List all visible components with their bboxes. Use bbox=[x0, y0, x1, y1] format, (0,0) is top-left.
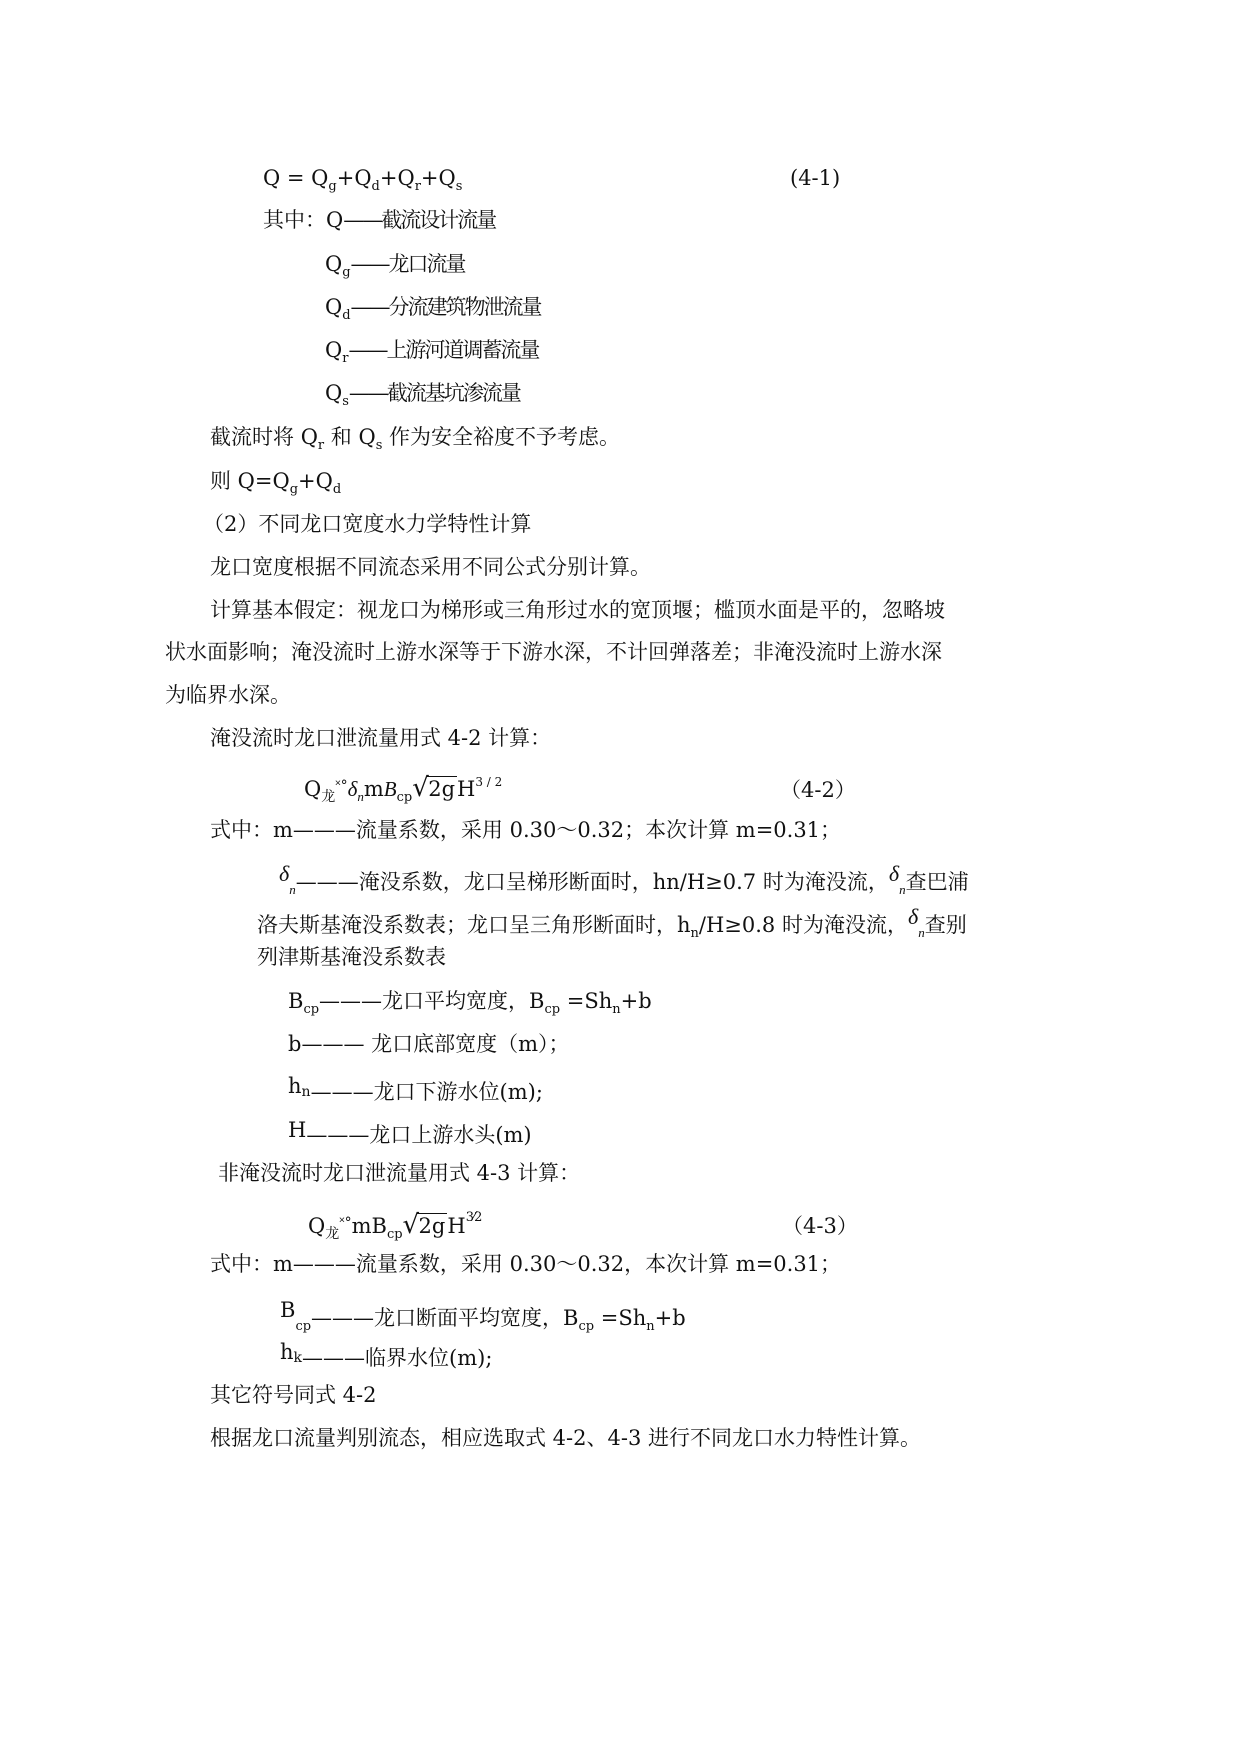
def-qr bbox=[325, 336, 538, 364]
eq-qr: Q bbox=[397, 166, 415, 190]
paragraph-other-symbols: 其它符号同式 4-2 bbox=[210, 1383, 377, 1407]
paragraph-then bbox=[210, 467, 341, 495]
sym-b: B bbox=[383, 777, 397, 801]
sym-b: B bbox=[371, 1214, 387, 1238]
where-intro: 其中： bbox=[263, 208, 326, 232]
def-text: ——截流设计流量 bbox=[343, 208, 496, 232]
approx-glyph: ˟° bbox=[335, 778, 348, 794]
sym-b: B bbox=[280, 1298, 296, 1322]
sub-d: d bbox=[332, 482, 342, 497]
sub-k: k bbox=[293, 1350, 303, 1366]
plus-sign: + bbox=[379, 166, 398, 190]
sym-b: B bbox=[288, 989, 304, 1013]
sym-q: Q bbox=[325, 295, 343, 319]
sub-g: g bbox=[342, 265, 351, 280]
sym-q: Q bbox=[325, 381, 343, 405]
equation-4-1 bbox=[263, 164, 462, 192]
text: 则 Q=Q bbox=[210, 469, 290, 493]
sym-q: Q bbox=[358, 425, 376, 449]
text: 洛夫斯基淹没系数表；龙口呈三角形断面时，h bbox=[257, 913, 691, 937]
paragraph-assume-2: 状水面影响；淹没流时上游水深等于下游水深，不计回弹落差；非淹没流时上游水深 bbox=[165, 640, 942, 664]
text: /H≥0.8 时为淹没流， bbox=[698, 913, 908, 937]
delta-symbol: δ bbox=[347, 777, 358, 801]
text: 作为安全裕度不予考虑。 bbox=[382, 425, 621, 449]
sub-n: n bbox=[899, 882, 906, 897]
eq-q: Q bbox=[308, 1214, 326, 1238]
eq-q: Q bbox=[263, 166, 281, 190]
sym-h: H bbox=[288, 1118, 307, 1142]
eq-qg: Q bbox=[311, 166, 329, 190]
sub-cp: cp bbox=[396, 790, 413, 805]
def-hn bbox=[288, 1072, 543, 1106]
sub-n: n bbox=[646, 1319, 655, 1334]
text: =Sh bbox=[594, 1306, 647, 1330]
sub-s: s bbox=[455, 179, 463, 194]
section-heading: （2）不同龙口宽度水力学特性计算 bbox=[203, 512, 532, 536]
sub-cp: cp bbox=[303, 1002, 320, 1017]
sub-r: r bbox=[342, 351, 349, 366]
def-delta-line-2 bbox=[257, 903, 967, 939]
sub-n: n bbox=[612, 1002, 621, 1017]
sym-h: h bbox=[280, 1340, 294, 1364]
paragraph-width: 龙口宽度根据不同流态采用不同公式分别计算。 bbox=[210, 555, 651, 579]
radical-sign: √ bbox=[412, 773, 429, 803]
def-text: ——截流基坑渗流量 bbox=[348, 381, 520, 405]
text: ———龙口上游水头(m) bbox=[306, 1123, 532, 1147]
text: 查巴浦 bbox=[905, 870, 969, 894]
sym-q: Q bbox=[326, 208, 344, 232]
delta-symbol: δ bbox=[907, 904, 919, 929]
plus-sign: + bbox=[420, 166, 439, 190]
def-bcp bbox=[288, 987, 652, 1015]
text: =Sh bbox=[560, 989, 613, 1013]
text: 查别 bbox=[924, 913, 967, 937]
sub-cp: cp bbox=[578, 1319, 595, 1334]
equation-4-2 bbox=[304, 772, 502, 803]
text: 和 bbox=[324, 425, 359, 449]
sqrt-arg: 2g bbox=[428, 777, 456, 801]
def-qd bbox=[325, 293, 541, 321]
sub-g: g bbox=[289, 482, 299, 497]
equation-label-4-1: (4-1) bbox=[790, 166, 841, 190]
sub-long: 龙 bbox=[325, 1226, 340, 1242]
sub-s: s bbox=[342, 394, 349, 409]
delta-symbol: δ bbox=[279, 861, 290, 886]
text: m———流量系数，采用 0.30～0.32，本次计算 m=0.31； bbox=[273, 1252, 842, 1276]
sub-cp: cp bbox=[544, 1002, 561, 1017]
text: m———流量系数，采用 0.30～0.32；本次计算 m=0.31； bbox=[273, 818, 842, 842]
sqrt-arg: 2g bbox=[418, 1214, 446, 1238]
def-text: ——上游河道调蓄流量 bbox=[348, 338, 539, 362]
sym-q: Q bbox=[325, 338, 343, 362]
text: 式中： bbox=[210, 818, 273, 842]
paragraph-eq42-intro: 淹没流时龙口泄流量用式 4-2 计算： bbox=[210, 726, 552, 750]
equation-4-3 bbox=[308, 1204, 481, 1240]
sub-r: r bbox=[414, 179, 421, 194]
sub-r: r bbox=[317, 438, 325, 453]
sub-d: d bbox=[342, 308, 351, 323]
eq-sign: = bbox=[280, 166, 312, 190]
sym-m: m bbox=[351, 1214, 372, 1238]
paragraph-conclusion: 根据龙口流量判别流态，相应选取式 4-2、4-3 进行不同龙口水力特性计算。 bbox=[210, 1426, 921, 1450]
text: ———临界水位(m); bbox=[302, 1346, 493, 1370]
sym-q: Q bbox=[325, 252, 343, 276]
eq-qd: Q bbox=[354, 166, 372, 190]
def-qg bbox=[325, 250, 465, 278]
text: 式中： bbox=[210, 1252, 273, 1276]
sub-n: n bbox=[357, 789, 364, 804]
exponent: 3 / 2 bbox=[475, 775, 503, 789]
def-q bbox=[263, 206, 495, 234]
sub-n: n bbox=[690, 926, 699, 941]
def-text: ——龙口流量 bbox=[350, 252, 465, 276]
text: ———龙口断面平均宽度，B bbox=[311, 1306, 579, 1330]
def-m-43 bbox=[210, 1250, 841, 1278]
text: 截流时将 bbox=[210, 425, 301, 449]
eq-q: Q bbox=[304, 777, 322, 801]
paragraph-safety bbox=[210, 423, 620, 451]
text: +b bbox=[620, 989, 652, 1013]
sub-d: d bbox=[371, 179, 380, 194]
plus-sign: + bbox=[298, 469, 316, 493]
sym-m: m bbox=[363, 777, 384, 801]
exponent: 3⁄2 bbox=[465, 1210, 482, 1225]
def-H bbox=[288, 1116, 532, 1149]
sym-q: Q bbox=[315, 469, 333, 493]
sym-h: h bbox=[288, 1074, 302, 1098]
equation-label-4-2: （4-2） bbox=[780, 778, 856, 802]
eq-qs: Q bbox=[438, 166, 456, 190]
def-text: ——分流建筑物泄流量 bbox=[350, 295, 541, 319]
sub-n: n bbox=[289, 882, 296, 897]
text: ———龙口下游水位(m); bbox=[310, 1080, 543, 1104]
text: ———淹没系数，龙口呈梯形断面时，hn/H≥0.7 时为淹没流， bbox=[295, 870, 889, 894]
paragraph-assume-3: 为临界水深。 bbox=[165, 683, 291, 707]
sub-n: n bbox=[918, 925, 925, 940]
def-hk bbox=[280, 1338, 492, 1372]
paragraph-assume-1: 计算基本假定：视龙口为梯形或三角形过水的宽顶堰；槛顶水面是平的，忽略坡 bbox=[210, 598, 945, 622]
sym-h: H bbox=[447, 1214, 466, 1238]
sym-q: Q bbox=[300, 425, 318, 449]
text: +b bbox=[654, 1306, 686, 1330]
sub-n: n bbox=[301, 1084, 311, 1100]
plus-sign: + bbox=[336, 166, 355, 190]
def-bcp-43 bbox=[280, 1296, 686, 1332]
sqrt-2g bbox=[403, 1212, 448, 1240]
approx-glyph: ˟° bbox=[339, 1215, 352, 1231]
paragraph-eq43-intro: 非淹没流时龙口泄流量用式 4-3 计算： bbox=[218, 1161, 581, 1185]
sub-g: g bbox=[328, 179, 337, 194]
sub-long: 龙 bbox=[321, 789, 336, 805]
def-b: b——— 龙口底部宽度（m）； bbox=[288, 1032, 570, 1056]
def-m-42 bbox=[210, 816, 841, 844]
text: ———龙口平均宽度，B bbox=[319, 989, 545, 1013]
equation-label-4-3: （4-3） bbox=[782, 1214, 858, 1238]
sqrt-2g bbox=[412, 775, 457, 803]
sub-cp: cp bbox=[295, 1319, 312, 1334]
delta-symbol: δ bbox=[888, 861, 900, 886]
def-qs bbox=[325, 379, 520, 407]
sym-h: H bbox=[457, 777, 476, 801]
def-delta-line-3: 列津斯基淹没系数表 bbox=[257, 945, 446, 969]
sub-s: s bbox=[375, 438, 383, 453]
def-delta-line-1 bbox=[279, 860, 969, 896]
radical-sign: √ bbox=[402, 1210, 420, 1240]
sub-cp: cp bbox=[386, 1227, 403, 1242]
